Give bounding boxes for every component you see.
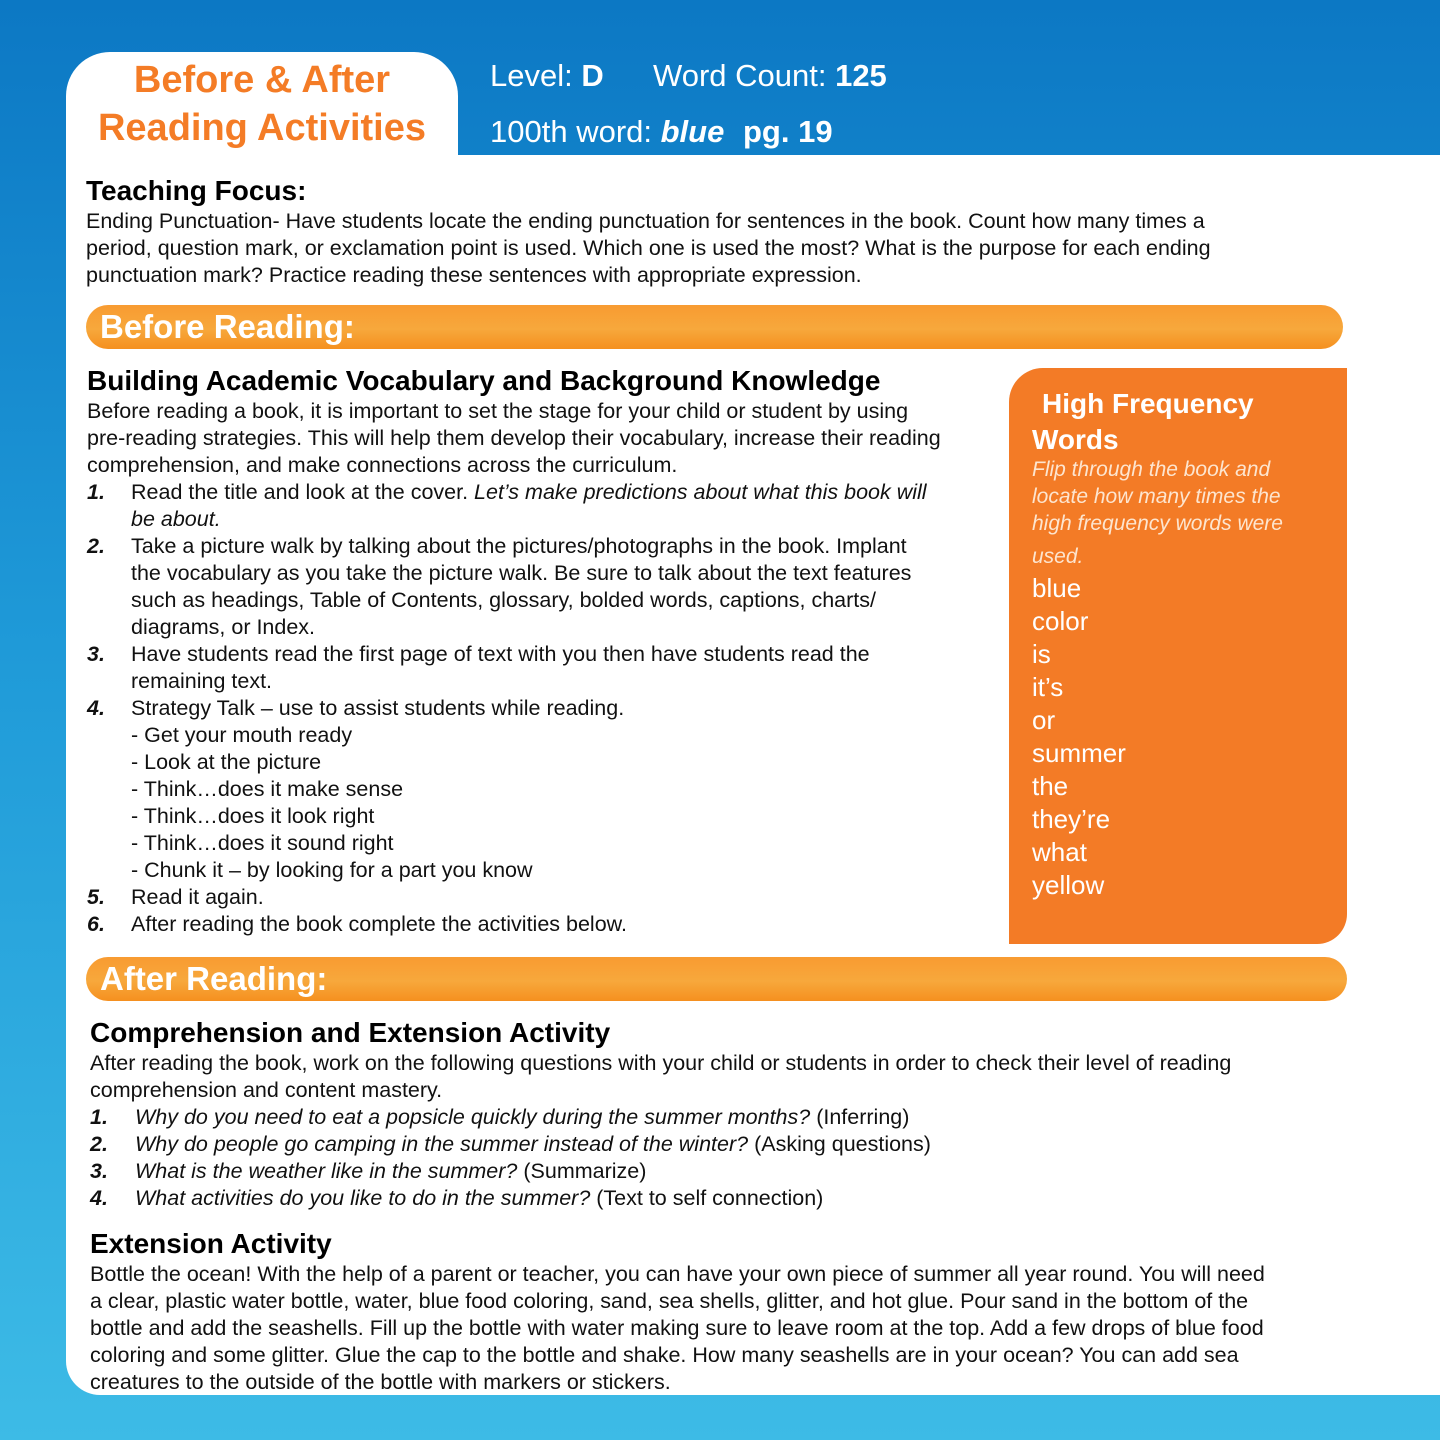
word-count-value: 125 bbox=[835, 58, 887, 93]
step-line: the vocabulary as you take the picture walk. Be sure to talk about the text features bbox=[131, 561, 912, 585]
extension-line: a clear, plastic water bottle, water, blue food coloring, sand, sea shells, glitter, and hot glue. Pour sand in the bottom of the bbox=[90, 1289, 1249, 1313]
high-frequency-note: locate how many times the bbox=[1032, 485, 1281, 508]
question-text: Why do people go camping in the summer instead of the winter? bbox=[135, 1132, 749, 1156]
before-reading-title: Before Reading: bbox=[100, 308, 355, 345]
teaching-focus-line: Ending Punctuation- Have students locate the ending punctuation for sentences in the book. Count how many times a bbox=[86, 209, 1205, 233]
page-title-line-2: Reading Activities bbox=[97, 107, 426, 149]
teaching-focus-line: period, question mark, or exclamation point is used. Which one is used the most? What is the purpose for each ending bbox=[86, 236, 1211, 260]
high-frequency-word: what bbox=[1032, 837, 1087, 867]
step-text bbox=[131, 641, 870, 695]
high-frequency-title-2: Words bbox=[1032, 424, 1119, 455]
high-frequency-word: or bbox=[1032, 705, 1056, 735]
strategy-item: - Look at the picture bbox=[131, 750, 322, 774]
strategy-item: - Think…does it make sense bbox=[131, 777, 404, 801]
intro-line: pre-reading strategies. This will help them develop their vocabulary, increase their reading bbox=[87, 426, 941, 450]
extension-text bbox=[90, 1261, 1265, 1396]
question-number: 2. bbox=[90, 1132, 108, 1156]
question-number: 4. bbox=[90, 1186, 108, 1210]
level-info bbox=[490, 58, 604, 94]
page-title-line-1: Before & After bbox=[133, 59, 391, 101]
high-frequency-word: it’s bbox=[1032, 672, 1064, 702]
step-text: Read it again. bbox=[131, 885, 264, 909]
word-count-info bbox=[653, 58, 887, 94]
intro-line: comprehension and content mastery. bbox=[90, 1078, 443, 1102]
step-line: Read the title and look at the cover. bbox=[131, 480, 475, 504]
level-label: Level: bbox=[490, 58, 573, 93]
step-text: Strategy Talk – use to assist students while reading. bbox=[131, 696, 625, 720]
high-frequency-word: yellow bbox=[1032, 870, 1105, 900]
question-skill: (Asking questions) bbox=[748, 1132, 931, 1156]
question-skill: (Inferring) bbox=[810, 1105, 910, 1129]
step-text bbox=[131, 533, 911, 641]
step-number: 4. bbox=[87, 696, 105, 720]
high-frequency-word: the bbox=[1032, 771, 1069, 801]
comprehension-heading: Comprehension and Extension Activity bbox=[90, 1017, 611, 1048]
question-text: What activities do you like to do in the summer? bbox=[135, 1186, 591, 1210]
intro-line: Before reading a book, it is important to set the stage for your child or student by using bbox=[87, 399, 909, 423]
strategy-item: - Think…does it sound right bbox=[131, 831, 394, 855]
extension-heading: Extension Activity bbox=[90, 1228, 332, 1259]
question-number: 1. bbox=[90, 1105, 108, 1129]
teaching-focus-heading: Teaching Focus: bbox=[86, 175, 307, 206]
hundredth-word-info bbox=[490, 114, 833, 150]
word-count-label: Word Count: bbox=[653, 58, 827, 93]
high-frequency-word: blue bbox=[1032, 573, 1082, 603]
high-frequency-word: they’re bbox=[1032, 804, 1111, 834]
strategy-item: - Chunk it – by looking for a part you know bbox=[131, 858, 533, 882]
step-line-italic: Let’s make predictions about what this book will bbox=[474, 480, 927, 504]
page-reference: pg. 19 bbox=[742, 114, 833, 149]
intro-line: After reading the book, work on the following questions with your child or students in order to check their level of reading bbox=[90, 1051, 1232, 1075]
strategy-item: - Think…does it look right bbox=[131, 804, 375, 828]
extension-line: coloring and some glitter. Glue the cap to the bottle and shake. How many seashells are in your ocean? You can add sea bbox=[90, 1343, 1239, 1367]
step-line: remaining text. bbox=[131, 669, 273, 693]
level-value: D bbox=[581, 58, 604, 93]
high-frequency-note: high frequency words were bbox=[1032, 512, 1283, 535]
step-number: 1. bbox=[87, 480, 105, 504]
extension-line: bottle and add the seashells. Fill up the bottle with water making sure to leave room at the top. Add a few drops of blue food bbox=[90, 1316, 1264, 1340]
teaching-focus-line: punctuation mark? Practice reading these sentences with appropriate expression. bbox=[86, 263, 862, 287]
step-line: Have students read the first page of text with you then have students read the bbox=[131, 642, 870, 666]
teaching-focus-text bbox=[86, 208, 1211, 289]
high-frequency-word: is bbox=[1032, 639, 1051, 669]
high-frequency-title-1: High Frequency bbox=[1042, 388, 1254, 419]
step-text bbox=[131, 479, 927, 533]
step-number: 5. bbox=[87, 885, 105, 909]
hundredth-word-label: 100th word: bbox=[490, 114, 652, 149]
extension-line: Bottle the ocean! With the help of a parent or teacher, you can have your own piece of summer all year round. You will need bbox=[90, 1262, 1265, 1286]
question-skill: (Summarize) bbox=[517, 1159, 647, 1183]
question-skill: (Text to self connection) bbox=[590, 1186, 824, 1210]
vocabulary-heading: Building Academic Vocabulary and Background Knowledge bbox=[87, 365, 881, 396]
high-frequency-note: Flip through the book and bbox=[1032, 458, 1271, 481]
before-reading-band bbox=[86, 305, 1343, 349]
step-line: such as headings, Table of Contents, glossary, bolded words, captions, charts/ bbox=[131, 588, 876, 612]
hundredth-word-value: blue bbox=[660, 114, 725, 149]
step-number: 6. bbox=[87, 912, 105, 936]
after-reading-band bbox=[86, 957, 1347, 1001]
step-number: 3. bbox=[87, 642, 105, 666]
step-text: After reading the book complete the activities below. bbox=[131, 912, 627, 936]
high-frequency-word: summer bbox=[1032, 738, 1126, 768]
comprehension-intro bbox=[90, 1050, 1231, 1104]
high-frequency-word: color bbox=[1032, 606, 1089, 636]
step-line: Take a picture walk by talking about the pictures/photographs in the book. Implant bbox=[131, 534, 907, 558]
intro-line: comprehension, and make connections across the curriculum. bbox=[87, 453, 678, 477]
question-number: 3. bbox=[90, 1159, 108, 1183]
extension-line: creatures to the outside of the bottle with markers or stickers. bbox=[90, 1370, 671, 1394]
strategy-item: - Get your mouth ready bbox=[131, 723, 353, 747]
step-number: 2. bbox=[87, 534, 105, 558]
after-reading-title: After Reading: bbox=[100, 960, 328, 997]
question-text: Why do you need to eat a popsicle quickly during the summer months? bbox=[135, 1105, 811, 1129]
step-line: diagrams, or Index. bbox=[131, 615, 316, 639]
question-text: What is the weather like in the summer? bbox=[135, 1159, 518, 1183]
vocabulary-intro bbox=[87, 398, 941, 479]
high-frequency-note: used. bbox=[1032, 545, 1084, 568]
step-line-italic: be about. bbox=[131, 507, 221, 531]
